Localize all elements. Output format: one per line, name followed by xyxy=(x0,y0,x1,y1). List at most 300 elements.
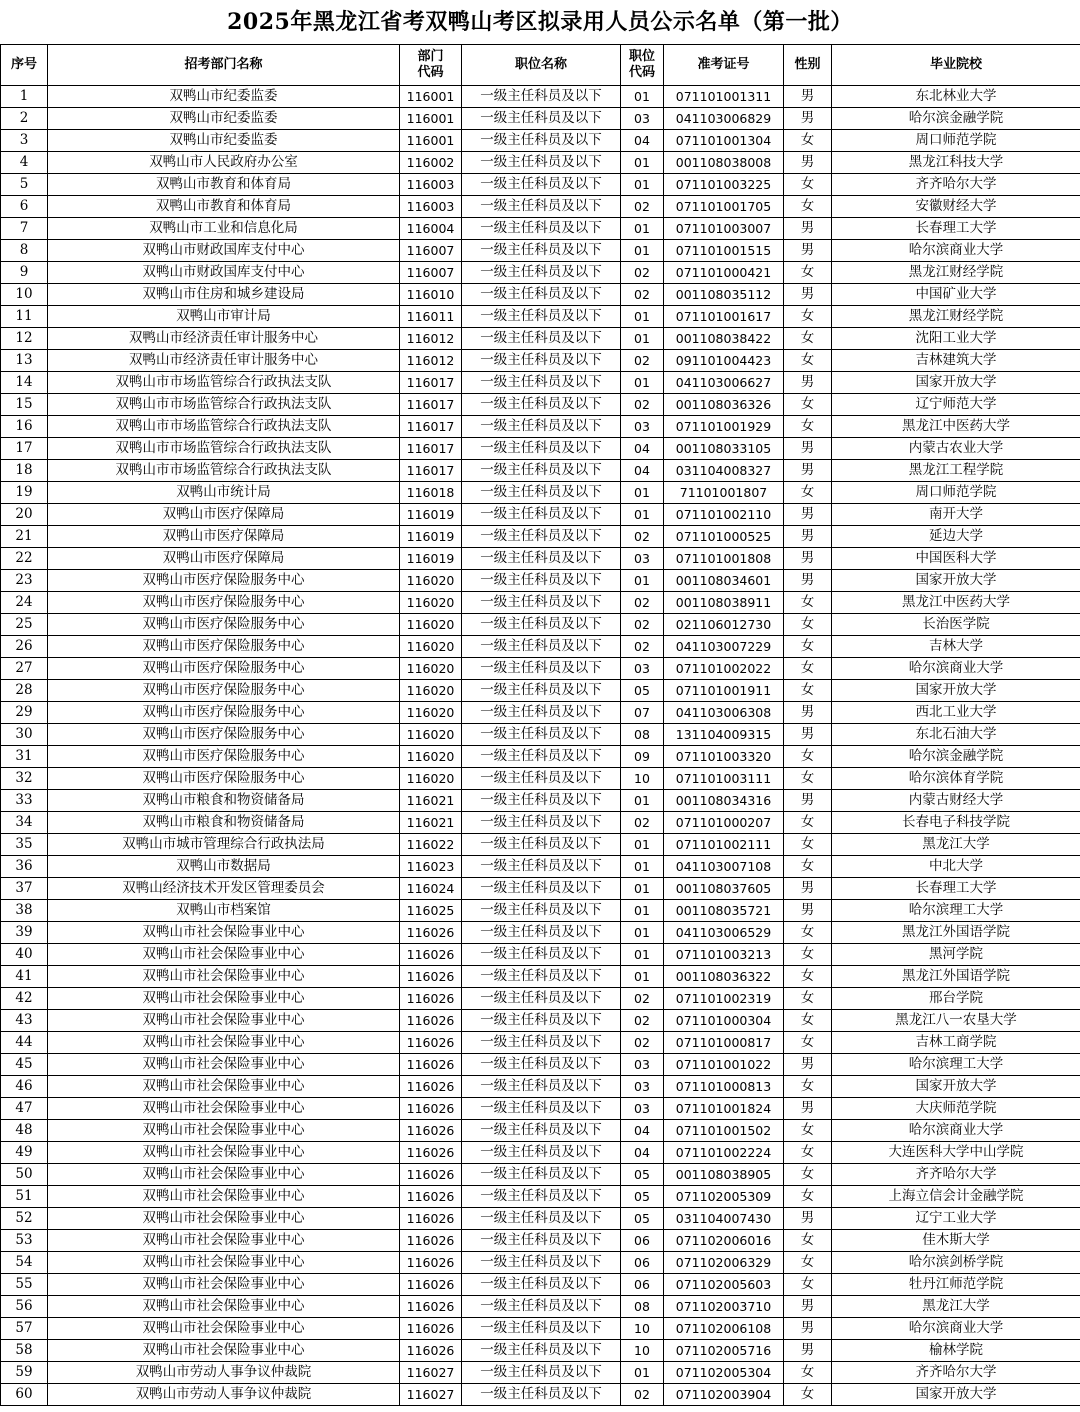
cell-dept-code: 116007 xyxy=(400,240,462,262)
cell-position-code: 02 xyxy=(621,1010,664,1032)
cell-gender: 男 xyxy=(784,438,832,460)
cell-position-code: 01 xyxy=(621,790,664,812)
cell-position-name: 一级主任科员及以下 xyxy=(462,570,621,592)
cell-position-name: 一级主任科员及以下 xyxy=(462,724,621,746)
cell-position-code: 07 xyxy=(621,702,664,724)
cell-exam-id: 001108034316 xyxy=(664,790,784,812)
cell-position-code: 02 xyxy=(621,636,664,658)
cell-gender: 男 xyxy=(784,526,832,548)
cell-exam-id: 041103007108 xyxy=(664,856,784,878)
cell-index: 54 xyxy=(1,1252,48,1274)
cell-position-code: 04 xyxy=(621,130,664,152)
cell-dept-code: 116021 xyxy=(400,790,462,812)
cell-school: 吉林建筑大学 xyxy=(832,350,1080,372)
cell-position-code: 02 xyxy=(621,1384,664,1406)
cell-position-name: 一级主任科员及以下 xyxy=(462,504,621,526)
cell-school: 黑龙江大学 xyxy=(832,1296,1080,1318)
cell-dept-code: 116025 xyxy=(400,900,462,922)
table-row xyxy=(1,108,1080,130)
table-row xyxy=(1,988,1080,1010)
cell-gender: 男 xyxy=(784,460,832,482)
cell-gender: 女 xyxy=(784,1384,832,1406)
cell-position-code: 03 xyxy=(621,1076,664,1098)
cell-index: 41 xyxy=(1,966,48,988)
cell-exam-id: 71101001807 xyxy=(664,482,784,504)
cell-index: 11 xyxy=(1,306,48,328)
cell-gender: 女 xyxy=(784,614,832,636)
cell-position-name: 一级主任科员及以下 xyxy=(462,592,621,614)
cell-dept-name: 双鸭山市医疗保险服务中心 xyxy=(48,614,400,636)
cell-index: 7 xyxy=(1,218,48,240)
cell-exam-id: 071101001022 xyxy=(664,1054,784,1076)
table-row xyxy=(1,856,1080,878)
cell-gender: 女 xyxy=(784,856,832,878)
table-row xyxy=(1,416,1080,438)
cell-position-name: 一级主任科员及以下 xyxy=(462,834,621,856)
cell-position-name: 一级主任科员及以下 xyxy=(462,1010,621,1032)
cell-gender: 女 xyxy=(784,1252,832,1274)
cell-position-name: 一级主任科员及以下 xyxy=(462,1164,621,1186)
cell-exam-id: 041103006529 xyxy=(664,922,784,944)
cell-exam-id: 041103006829 xyxy=(664,108,784,130)
cell-index: 27 xyxy=(1,658,48,680)
cell-dept-name: 双鸭山市社会保险事业中心 xyxy=(48,1208,400,1230)
cell-dept-code: 116003 xyxy=(400,196,462,218)
table-row xyxy=(1,174,1080,196)
cell-dept-name: 双鸭山市社会保险事业中心 xyxy=(48,1120,400,1142)
table-row xyxy=(1,130,1080,152)
cell-exam-id: 071101001304 xyxy=(664,130,784,152)
cell-school: 辽宁工业大学 xyxy=(832,1208,1080,1230)
cell-gender: 男 xyxy=(784,702,832,724)
cell-exam-id: 071102003904 xyxy=(664,1384,784,1406)
cell-gender: 男 xyxy=(784,86,832,108)
cell-index: 52 xyxy=(1,1208,48,1230)
cell-dept-code: 116020 xyxy=(400,614,462,636)
cell-exam-id: 031104008327 xyxy=(664,460,784,482)
cell-gender: 男 xyxy=(784,240,832,262)
cell-gender: 女 xyxy=(784,592,832,614)
cell-position-name: 一级主任科员及以下 xyxy=(462,878,621,900)
cell-index: 13 xyxy=(1,350,48,372)
cell-position-name: 一级主任科员及以下 xyxy=(462,1340,621,1362)
cell-dept-code: 116017 xyxy=(400,372,462,394)
cell-school: 哈尔滨商业大学 xyxy=(832,240,1080,262)
cell-gender: 男 xyxy=(784,1318,832,1340)
cell-gender: 女 xyxy=(784,834,832,856)
cell-index: 19 xyxy=(1,482,48,504)
cell-index: 34 xyxy=(1,812,48,834)
cell-exam-id: 001108033105 xyxy=(664,438,784,460)
cell-position-code: 03 xyxy=(621,416,664,438)
cell-exam-id: 031104007430 xyxy=(664,1208,784,1230)
cell-position-code: 03 xyxy=(621,1054,664,1076)
cell-exam-id: 001108034601 xyxy=(664,570,784,592)
cell-position-code: 02 xyxy=(621,350,664,372)
cell-exam-id: 001108037605 xyxy=(664,878,784,900)
cell-position-name: 一级主任科员及以下 xyxy=(462,482,621,504)
cell-position-name: 一级主任科员及以下 xyxy=(462,438,621,460)
table-row xyxy=(1,922,1080,944)
cell-exam-id: 071101003320 xyxy=(664,746,784,768)
header-index: 序号 xyxy=(1,45,48,86)
cell-dept-code: 116019 xyxy=(400,526,462,548)
cell-dept-name: 双鸭山市社会保险事业中心 xyxy=(48,1340,400,1362)
cell-dept-name: 双鸭山市粮食和物资储备局 xyxy=(48,812,400,834)
cell-index: 1 xyxy=(1,86,48,108)
cell-position-code: 01 xyxy=(621,328,664,350)
cell-gender: 女 xyxy=(784,988,832,1010)
cell-index: 44 xyxy=(1,1032,48,1054)
cell-dept-name: 双鸭山市社会保险事业中心 xyxy=(48,1142,400,1164)
cell-index: 42 xyxy=(1,988,48,1010)
cell-dept-code: 116026 xyxy=(400,1208,462,1230)
cell-dept-code: 116001 xyxy=(400,108,462,130)
cell-position-name: 一级主任科员及以下 xyxy=(462,812,621,834)
cell-position-code: 06 xyxy=(621,1274,664,1296)
cell-position-name: 一级主任科员及以下 xyxy=(462,1252,621,1274)
cell-dept-code: 116026 xyxy=(400,1164,462,1186)
cell-exam-id: 071101002319 xyxy=(664,988,784,1010)
cell-dept-name: 双鸭山经济技术开发区管理委员会 xyxy=(48,878,400,900)
cell-school: 周口师范学院 xyxy=(832,482,1080,504)
cell-index: 16 xyxy=(1,416,48,438)
cell-position-code: 08 xyxy=(621,1296,664,1318)
cell-position-code: 06 xyxy=(621,1252,664,1274)
cell-school: 吉林大学 xyxy=(832,636,1080,658)
cell-position-code: 06 xyxy=(621,1230,664,1252)
cell-position-name: 一级主任科员及以下 xyxy=(462,350,621,372)
cell-position-code: 01 xyxy=(621,152,664,174)
table-row xyxy=(1,768,1080,790)
cell-school: 黑龙江财经学院 xyxy=(832,306,1080,328)
header-school: 毕业院校 xyxy=(832,45,1080,86)
table-row xyxy=(1,548,1080,570)
cell-dept-name: 双鸭山市医疗保障局 xyxy=(48,504,400,526)
cell-dept-name: 双鸭山市医疗保险服务中心 xyxy=(48,768,400,790)
table-row xyxy=(1,724,1080,746)
cell-dept-code: 116026 xyxy=(400,922,462,944)
table-row xyxy=(1,1076,1080,1098)
cell-dept-name: 双鸭山市数据局 xyxy=(48,856,400,878)
cell-position-code: 01 xyxy=(621,86,664,108)
cell-exam-id: 071102005716 xyxy=(664,1340,784,1362)
cell-dept-code: 116026 xyxy=(400,1252,462,1274)
cell-dept-name: 双鸭山市市场监管综合行政执法支队 xyxy=(48,460,400,482)
cell-position-name: 一级主任科员及以下 xyxy=(462,900,621,922)
cell-position-name: 一级主任科员及以下 xyxy=(462,152,621,174)
table-header-row xyxy=(1,45,1080,86)
cell-school: 黑龙江工程学院 xyxy=(832,460,1080,482)
cell-dept-code: 116026 xyxy=(400,1142,462,1164)
cell-school: 国家开放大学 xyxy=(832,1076,1080,1098)
cell-dept-code: 116012 xyxy=(400,350,462,372)
cell-index: 21 xyxy=(1,526,48,548)
cell-gender: 女 xyxy=(784,746,832,768)
cell-exam-id: 071101001502 xyxy=(664,1120,784,1142)
cell-dept-code: 116002 xyxy=(400,152,462,174)
cell-position-name: 一级主任科员及以下 xyxy=(462,1230,621,1252)
table-row xyxy=(1,1142,1080,1164)
cell-index: 40 xyxy=(1,944,48,966)
cell-school: 黑龙江外国语学院 xyxy=(832,966,1080,988)
cell-gender: 女 xyxy=(784,1076,832,1098)
cell-index: 47 xyxy=(1,1098,48,1120)
cell-dept-code: 116020 xyxy=(400,746,462,768)
cell-gender: 女 xyxy=(784,1032,832,1054)
cell-position-code: 05 xyxy=(621,1164,664,1186)
cell-exam-id: 071101002111 xyxy=(664,834,784,856)
cell-school: 延边大学 xyxy=(832,526,1080,548)
cell-school: 佳木斯大学 xyxy=(832,1230,1080,1252)
cell-gender: 男 xyxy=(784,284,832,306)
cell-school: 中国医科大学 xyxy=(832,548,1080,570)
cell-index: 39 xyxy=(1,922,48,944)
cell-dept-code: 116026 xyxy=(400,1274,462,1296)
table-row xyxy=(1,86,1080,108)
cell-dept-code: 116020 xyxy=(400,680,462,702)
cell-gender: 女 xyxy=(784,350,832,372)
cell-position-code: 05 xyxy=(621,1186,664,1208)
cell-position-name: 一级主任科员及以下 xyxy=(462,548,621,570)
cell-position-code: 03 xyxy=(621,548,664,570)
table-row xyxy=(1,372,1080,394)
cell-position-name: 一级主任科员及以下 xyxy=(462,1362,621,1384)
table-row xyxy=(1,1252,1080,1274)
cell-index: 24 xyxy=(1,592,48,614)
cell-position-code: 09 xyxy=(621,746,664,768)
cell-index: 59 xyxy=(1,1362,48,1384)
cell-gender: 男 xyxy=(784,900,832,922)
cell-dept-code: 116020 xyxy=(400,702,462,724)
cell-position-code: 10 xyxy=(621,1318,664,1340)
cell-dept-name: 双鸭山市财政国库支付中心 xyxy=(48,262,400,284)
cell-position-code: 04 xyxy=(621,460,664,482)
table-row xyxy=(1,636,1080,658)
cell-index: 15 xyxy=(1,394,48,416)
cell-position-code: 01 xyxy=(621,570,664,592)
cell-position-code: 02 xyxy=(621,394,664,416)
cell-index: 49 xyxy=(1,1142,48,1164)
table-row xyxy=(1,438,1080,460)
cell-school: 沈阳工业大学 xyxy=(832,328,1080,350)
header-dept-name: 招考部门名称 xyxy=(48,45,400,86)
cell-dept-code: 116020 xyxy=(400,768,462,790)
cell-dept-name: 双鸭山市教育和体育局 xyxy=(48,196,400,218)
cell-position-name: 一级主任科员及以下 xyxy=(462,966,621,988)
cell-dept-name: 双鸭山市劳动人事争议仲裁院 xyxy=(48,1362,400,1384)
table-body xyxy=(1,86,1080,1406)
cell-dept-code: 116026 xyxy=(400,1076,462,1098)
cell-dept-code: 116017 xyxy=(400,416,462,438)
cell-exam-id: 001108035112 xyxy=(664,284,784,306)
cell-position-code: 01 xyxy=(621,966,664,988)
cell-exam-id: 071101000525 xyxy=(664,526,784,548)
cell-gender: 男 xyxy=(784,108,832,130)
cell-gender: 男 xyxy=(784,1208,832,1230)
cell-position-code: 03 xyxy=(621,108,664,130)
cell-dept-code: 116027 xyxy=(400,1384,462,1406)
cell-index: 2 xyxy=(1,108,48,130)
cell-gender: 女 xyxy=(784,1186,832,1208)
cell-position-name: 一级主任科员及以下 xyxy=(462,460,621,482)
table-row xyxy=(1,1186,1080,1208)
cell-gender: 男 xyxy=(784,724,832,746)
cell-position-name: 一级主任科员及以下 xyxy=(462,1120,621,1142)
table-row xyxy=(1,878,1080,900)
cell-position-name: 一级主任科员及以下 xyxy=(462,636,621,658)
cell-position-code: 10 xyxy=(621,768,664,790)
cell-dept-name: 双鸭山市纪委监委 xyxy=(48,130,400,152)
cell-position-name: 一级主任科员及以下 xyxy=(462,1142,621,1164)
cell-dept-code: 116026 xyxy=(400,1098,462,1120)
cell-dept-name: 双鸭山市人民政府办公室 xyxy=(48,152,400,174)
cell-school: 黑龙江科技大学 xyxy=(832,152,1080,174)
cell-gender: 女 xyxy=(784,636,832,658)
cell-dept-code: 116020 xyxy=(400,658,462,680)
cell-gender: 男 xyxy=(784,790,832,812)
cell-exam-id: 071101001911 xyxy=(664,680,784,702)
cell-index: 31 xyxy=(1,746,48,768)
cell-dept-code: 116026 xyxy=(400,1032,462,1054)
cell-dept-name: 双鸭山市社会保险事业中心 xyxy=(48,1230,400,1252)
cell-dept-code: 116020 xyxy=(400,636,462,658)
cell-index: 22 xyxy=(1,548,48,570)
cell-index: 51 xyxy=(1,1186,48,1208)
cell-position-name: 一级主任科员及以下 xyxy=(462,526,621,548)
cell-position-code: 01 xyxy=(621,504,664,526)
cell-dept-name: 双鸭山市医疗保险服务中心 xyxy=(48,592,400,614)
header-gender: 性别 xyxy=(784,45,832,86)
cell-dept-code: 116026 xyxy=(400,1230,462,1252)
table-row xyxy=(1,680,1080,702)
cell-gender: 男 xyxy=(784,504,832,526)
cell-dept-name: 双鸭山市社会保险事业中心 xyxy=(48,1032,400,1054)
cell-position-code: 10 xyxy=(621,1340,664,1362)
cell-index: 29 xyxy=(1,702,48,724)
cell-dept-name: 双鸭山市社会保险事业中心 xyxy=(48,944,400,966)
cell-exam-id: 071102006016 xyxy=(664,1230,784,1252)
cell-dept-code: 116021 xyxy=(400,812,462,834)
cell-exam-id: 071101002022 xyxy=(664,658,784,680)
cell-position-code: 01 xyxy=(621,306,664,328)
cell-gender: 女 xyxy=(784,1164,832,1186)
cell-position-code: 01 xyxy=(621,922,664,944)
table-row xyxy=(1,262,1080,284)
table-row xyxy=(1,614,1080,636)
cell-position-code: 02 xyxy=(621,526,664,548)
cell-dept-name: 双鸭山市粮食和物资储备局 xyxy=(48,790,400,812)
cell-dept-name: 双鸭山市医疗保障局 xyxy=(48,526,400,548)
cell-dept-code: 116017 xyxy=(400,394,462,416)
cell-gender: 女 xyxy=(784,394,832,416)
cell-index: 56 xyxy=(1,1296,48,1318)
cell-dept-name: 双鸭山市纪委监委 xyxy=(48,86,400,108)
cell-index: 14 xyxy=(1,372,48,394)
cell-position-code: 01 xyxy=(621,900,664,922)
cell-position-name: 一级主任科员及以下 xyxy=(462,416,621,438)
cell-school: 黑龙江中医药大学 xyxy=(832,592,1080,614)
cell-school: 东北林业大学 xyxy=(832,86,1080,108)
table-row xyxy=(1,834,1080,856)
cell-dept-name: 双鸭山市社会保险事业中心 xyxy=(48,1252,400,1274)
cell-school: 国家开放大学 xyxy=(832,570,1080,592)
cell-school: 内蒙古财经大学 xyxy=(832,790,1080,812)
cell-dept-name: 双鸭山市社会保险事业中心 xyxy=(48,966,400,988)
cell-dept-name: 双鸭山市医疗保险服务中心 xyxy=(48,702,400,724)
cell-dept-name: 双鸭山市财政国库支付中心 xyxy=(48,240,400,262)
cell-school: 上海立信会计金融学院 xyxy=(832,1186,1080,1208)
cell-dept-name: 双鸭山市市场监管综合行政执法支队 xyxy=(48,372,400,394)
cell-exam-id: 071101000207 xyxy=(664,812,784,834)
table-row xyxy=(1,504,1080,526)
cell-dept-code: 116022 xyxy=(400,834,462,856)
cell-position-name: 一级主任科员及以下 xyxy=(462,1296,621,1318)
cell-dept-code: 116026 xyxy=(400,1054,462,1076)
cell-school: 国家开放大学 xyxy=(832,1384,1080,1406)
cell-position-name: 一级主任科员及以下 xyxy=(462,1186,621,1208)
cell-index: 57 xyxy=(1,1318,48,1340)
cell-position-name: 一级主任科员及以下 xyxy=(462,614,621,636)
cell-gender: 女 xyxy=(784,658,832,680)
cell-gender: 女 xyxy=(784,416,832,438)
cell-position-name: 一级主任科员及以下 xyxy=(462,1032,621,1054)
header-exam-id: 准考证号 xyxy=(664,45,784,86)
table-row xyxy=(1,1120,1080,1142)
cell-index: 50 xyxy=(1,1164,48,1186)
cell-gender: 男 xyxy=(784,1296,832,1318)
cell-exam-id: 071101003111 xyxy=(664,768,784,790)
cell-exam-id: 071101002110 xyxy=(664,504,784,526)
cell-position-code: 03 xyxy=(621,1098,664,1120)
cell-exam-id: 001108035721 xyxy=(664,900,784,922)
cell-exam-id: 041103006308 xyxy=(664,702,784,724)
cell-school: 大连医科大学中山学院 xyxy=(832,1142,1080,1164)
cell-school: 哈尔滨商业大学 xyxy=(832,1120,1080,1142)
cell-dept-name: 双鸭山市工业和信息化局 xyxy=(48,218,400,240)
cell-gender: 男 xyxy=(784,218,832,240)
cell-school: 哈尔滨理工大学 xyxy=(832,1054,1080,1076)
cell-dept-name: 双鸭山市住房和城乡建设局 xyxy=(48,284,400,306)
table-row xyxy=(1,306,1080,328)
cell-exam-id: 001108036326 xyxy=(664,394,784,416)
cell-school: 内蒙古农业大学 xyxy=(832,438,1080,460)
cell-gender: 女 xyxy=(784,1274,832,1296)
cell-position-name: 一级主任科员及以下 xyxy=(462,680,621,702)
cell-dept-name: 双鸭山市纪委监委 xyxy=(48,108,400,130)
cell-position-name: 一级主任科员及以下 xyxy=(462,1054,621,1076)
cell-index: 43 xyxy=(1,1010,48,1032)
cell-index: 45 xyxy=(1,1054,48,1076)
cell-school: 齐齐哈尔大学 xyxy=(832,1164,1080,1186)
cell-exam-id: 071101001705 xyxy=(664,196,784,218)
cell-exam-id: 071101000304 xyxy=(664,1010,784,1032)
cell-position-name: 一级主任科员及以下 xyxy=(462,1318,621,1340)
cell-exam-id: 041103006627 xyxy=(664,372,784,394)
cell-index: 18 xyxy=(1,460,48,482)
cell-position-code: 01 xyxy=(621,834,664,856)
table-row xyxy=(1,592,1080,614)
cell-exam-id: 071102005304 xyxy=(664,1362,784,1384)
cell-dept-code: 116012 xyxy=(400,328,462,350)
cell-exam-id: 071101002224 xyxy=(664,1142,784,1164)
cell-exam-id: 071101003007 xyxy=(664,218,784,240)
cell-position-code: 01 xyxy=(621,372,664,394)
cell-school: 牡丹江师范学院 xyxy=(832,1274,1080,1296)
cell-position-name: 一级主任科员及以下 xyxy=(462,86,621,108)
cell-gender: 女 xyxy=(784,1230,832,1252)
cell-position-code: 01 xyxy=(621,218,664,240)
